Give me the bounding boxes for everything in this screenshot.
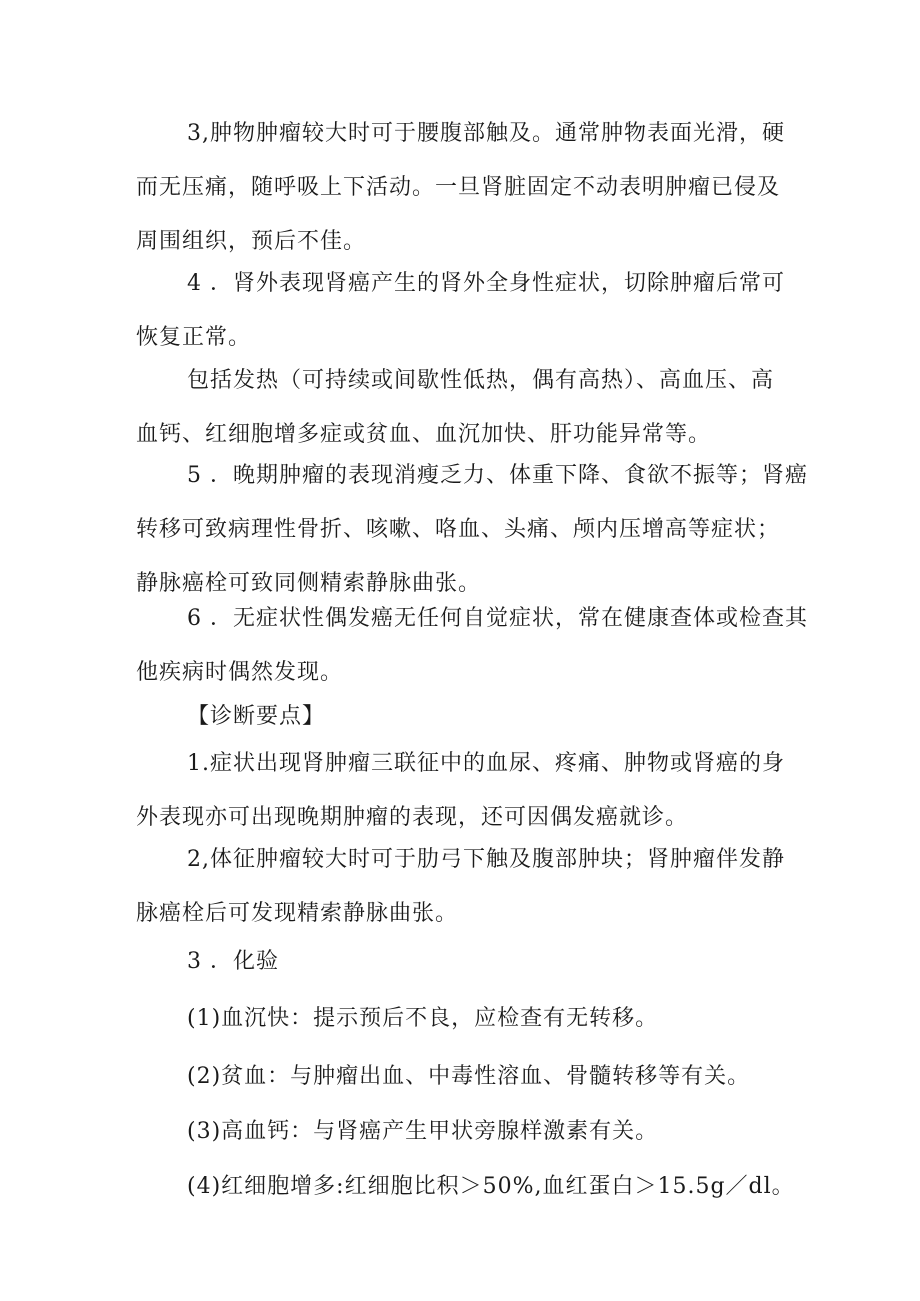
list-item-hypercalcemia [136, 1105, 796, 1159]
text-line: (1)血沉快：提示预后不良，应检查有无转移。 [187, 1006, 659, 1031]
paragraph-lab-tests [136, 935, 796, 989]
list-item-erythrocytosis [136, 1160, 796, 1214]
text-line: 4 ．肾外表现肾癌产生的肾外全身性症状，切除肿瘤后常可 [187, 271, 785, 296]
text-line: 外表现亦可出现晚期肿瘤的表现，还可因偶发癌就诊。 [136, 805, 689, 830]
text-line: 而无压痛，随呼吸上下活动。一旦肾脏固定不动表明肿瘤已侵及 [136, 175, 781, 200]
list-item-esr [136, 992, 796, 1046]
paragraph-mass-palpation [136, 107, 796, 269]
text-line: 5 ．晚期肿瘤的表现消瘦乏力、体重下降、食欲不振等；肾癌 [187, 463, 808, 488]
text-line: 6 ．无症状性偶发癌无任何自觉症状，常在健康查体或检查其 [187, 606, 808, 631]
text-line: 静脉癌栓可致同侧精索静脉曲张。 [136, 571, 482, 596]
text-line: 转移可致病理性骨折、咳嗽、咯血、头痛、颅内压增高等症状； [136, 517, 781, 542]
text-line: 恢复正常。 [136, 325, 252, 350]
text-line: 他疾病时偶然发现。 [136, 660, 344, 685]
paragraph-signs [136, 833, 796, 941]
text-line: 2,体征肿瘤较大时可于肋弓下触及腹部肿块；肾肿瘤伴发静 [187, 847, 785, 872]
text-line: 血钙、红细胞增多症或贫血、血沉加快、肝功能异常等。 [136, 422, 712, 447]
text-line: 脉癌栓后可发现精索静脉曲张。 [136, 901, 459, 926]
paragraph-symptom-list [136, 354, 796, 462]
text-line: 1.症状出现肾肿瘤三联征中的血尿、疼痛、肿物或肾癌的身 [187, 751, 785, 776]
text-line: 3,肿物肿瘤较大时可于腰腹部触及。通常肿物表面光滑，硬 [187, 121, 785, 146]
paragraph-extrarenal-manifestations [136, 257, 796, 365]
text-line: (4)红细胞增多:红细胞比积＞50%,血红蛋白＞15.5g／dl。 [187, 1174, 795, 1199]
text-line: 3 ．化验 [187, 949, 279, 974]
paragraph-late-stage [136, 449, 808, 611]
paragraph-incidental-cancer [136, 592, 808, 700]
text-line: (3)高血钙：与肾癌产生甲状旁腺样激素有关。 [187, 1119, 659, 1144]
text-line: (2)贫血：与肿瘤出血、中毒性溶血、骨髓转移等有关。 [187, 1064, 751, 1089]
section-heading-diagnosis: 【诊断要点】 [187, 704, 326, 729]
text-line: 包括发热（可持续或间歇性低热，偶有高热）、高血压、高 [187, 368, 775, 393]
paragraph-symptoms [136, 737, 796, 845]
text-line: 周围组织，预后不佳。 [136, 229, 367, 254]
list-item-anemia [136, 1050, 796, 1104]
